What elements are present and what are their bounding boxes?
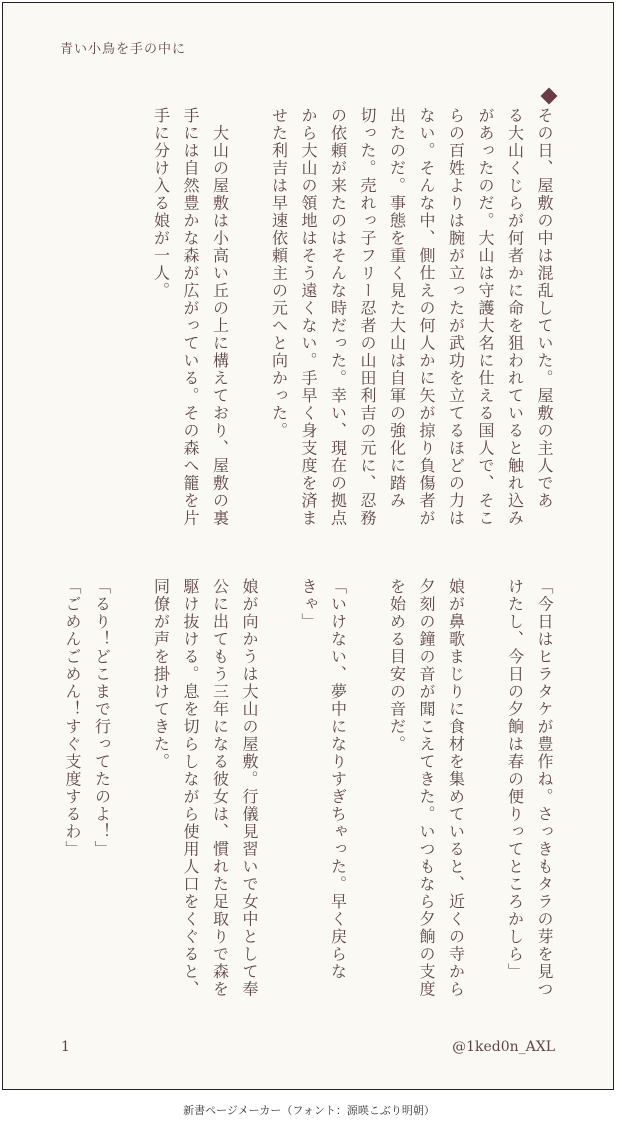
book-page [2,2,614,1090]
upper-text-block: その日、屋敷の中は混乱していた。屋敷の主人であ る大山くじらが何者かに命を狙われていると触れ込み があったのだ。大山は守護大名に仕える国人で、そこ らの百姓よりは腕が立ったが武功を立てるほどの力は ない。そんな中、側仕えの何人かに矢が掠り負傷者が 出たのだ。事態を重く見た大山は自軍の強化に踏み 切った。売れっ子フリー忍者の山田利吉の元に、忍務 の依頼が来たのはそんな時だった。幸い、現在の拠点 から大山の領地はそう遠くない。手早く身支度を済ま せた利吉は早速依頼主の元へと向かった。 大山の屋敷は小高い丘の上に構えており、屋敷の裏 手には自然豊かな森が広がっている。その森へ籠を片 手に分け入る娘が一人。 [151,107,554,527]
footer-credit: 新書ページメーカー（フォント：源暎こぶり明朝） [183,1104,435,1117]
book-title: 青い小鳥を手の中に [60,42,187,57]
page-number: 1 [61,1039,70,1055]
lower-text-block: 「今日はヒラタケが豊作ね。さっきもタラの芽を見つ けたし、今日の夕餉は春の便りってところかしら」 娘が鼻歌まじりに食材を集めていると、近くの寺から 夕刻の鐘の音が聞こえてきた。いつもなら夕餉の支度 を始める目安の音だ。 「いけない、夢中になりすぎちゃった。早く戻らな きゃ」 娘が向かうは大山の屋敷。行儀見習いで女中として奉 公に出てもう三年になる彼女は、慣れた足取りで森を 駆け抜ける。息を切らしながら使用人口をくぐると、 同僚が声を掛けてきた。 「るり！どこまで行ってたのよ！」 「ごめんごめん！すぐ支度するわ」 [63,578,554,998]
diamond-icon [541,88,558,105]
author-handle: @1ked0n_AXL [452,1039,555,1055]
